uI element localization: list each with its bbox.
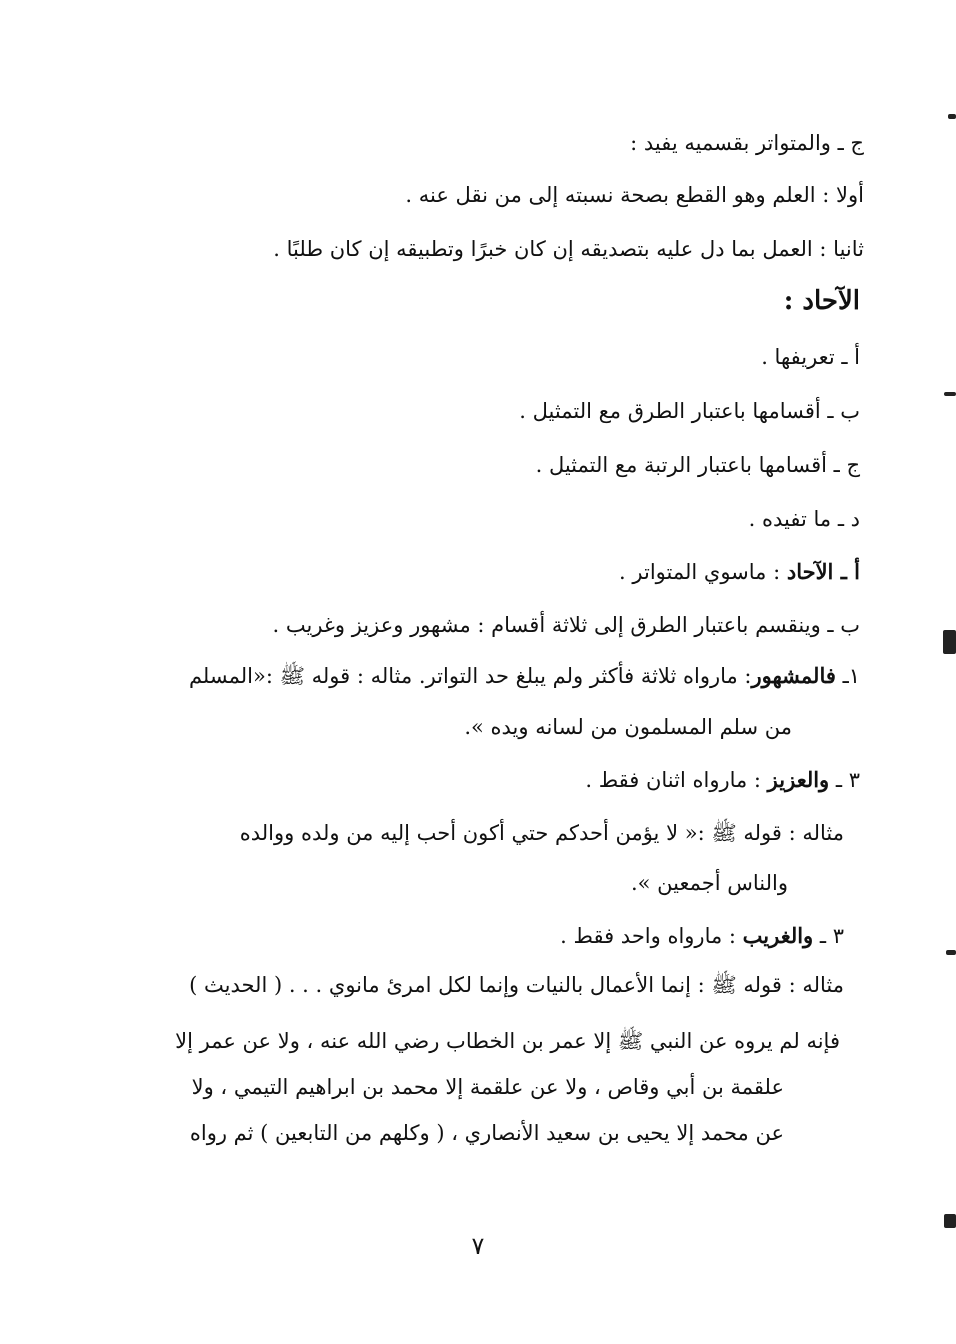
line-mutawatir-benefit: ج ـ والمتواتر بقسميه يفيد : <box>630 131 864 155</box>
line-ahad-definition <box>619 557 860 587</box>
section-heading-ahad: الآحاد : <box>783 286 860 316</box>
scan-mark <box>943 630 956 654</box>
line-gharib-example: مثاله : قوله ﷺ : إنما الأعمال بالنيات وإنما لكل امرئ مانوي . . . ( الحديث ) <box>189 973 844 997</box>
line-outline-c: ج ـ أقسامها باعتبار الرتبة مع التمثيل . <box>535 453 860 477</box>
line-aziz-example: مثاله : قوله ﷺ :« لا يؤمن أحدكم حتي أكون أحب إليه من ولده ووالده <box>239 821 844 845</box>
line-first-knowledge: أولا : العلم وهو القطع بصحة نسبته إلى من نقل عنه . <box>405 183 864 207</box>
item-number-2: ٣ ـ <box>829 768 860 792</box>
line-outline-d: د ـ ما تفيده . <box>748 507 860 531</box>
term-aziz: والعزيز <box>767 767 830 792</box>
line-outline-b: ب ـ أقسامها باعتبار الطرق مع التمثيل . <box>519 399 860 423</box>
ahad-definition-text: : ماسوي المتواتر . <box>619 560 787 584</box>
scan-mark <box>944 1214 956 1228</box>
scan-mark <box>944 392 956 396</box>
line-division-by-chains: ب ـ وينقسم باعتبار الطرق إلى ثلاثة أقسام : مشهور وعزيز وغريب . <box>272 613 860 637</box>
line-aziz-example-cont: والناس أجمعين ». <box>630 871 788 895</box>
term-ahad: أ ـ الآحاد <box>786 559 860 584</box>
term-gharib: والغريب <box>742 923 814 948</box>
line-outline-a: أ ـ تعريفها . <box>761 345 860 369</box>
term-mashhur: فالمشهور <box>751 663 836 688</box>
line-aziz <box>585 765 860 795</box>
page-number: ٧ <box>471 1232 485 1260</box>
scan-mark <box>948 114 956 119</box>
line-gharib-explanation-1: فإنه لم يروه عن النبي ﷺ إلا عمر بن الخطاب رضي الله عنه ، ولا عن عمر إلا <box>175 1029 840 1053</box>
item-number-1: ١ـ <box>835 664 860 688</box>
mashhur-definition-text: : مارواه ثلاثة فأكثر ولم يبلغ حد التواتر. مثاله : قوله ﷺ :«المسلم <box>188 664 752 688</box>
line-second-action: ثانيا : العمل بما دل عليه بتصديقه إن كان خبرًا وتطبيقه إن كان طلبًا . <box>273 237 864 261</box>
line-mashhur <box>189 661 860 691</box>
item-number-3: ٣ ـ <box>813 924 844 948</box>
gharib-definition-text: : مارواه واحد فقط . <box>560 924 743 948</box>
line-gharib-explanation-2: علقمة بن أبي وقاص ، ولا عن علقمة إلا محمد بن ابراهيم التيمي ، ولا <box>191 1075 784 1099</box>
line-gharib <box>560 921 844 951</box>
scan-mark <box>946 950 956 955</box>
line-mashhur-cont: من سلم المسلمون من لسانه ويده ». <box>464 715 792 739</box>
aziz-definition-text: : مارواه اثنان فقط . <box>585 768 768 792</box>
line-gharib-explanation-3: عن محمد إلا يحيى بن سعيد الأنصاري ، ( وكلهم من التابعين ) ثم رواه <box>189 1121 784 1145</box>
